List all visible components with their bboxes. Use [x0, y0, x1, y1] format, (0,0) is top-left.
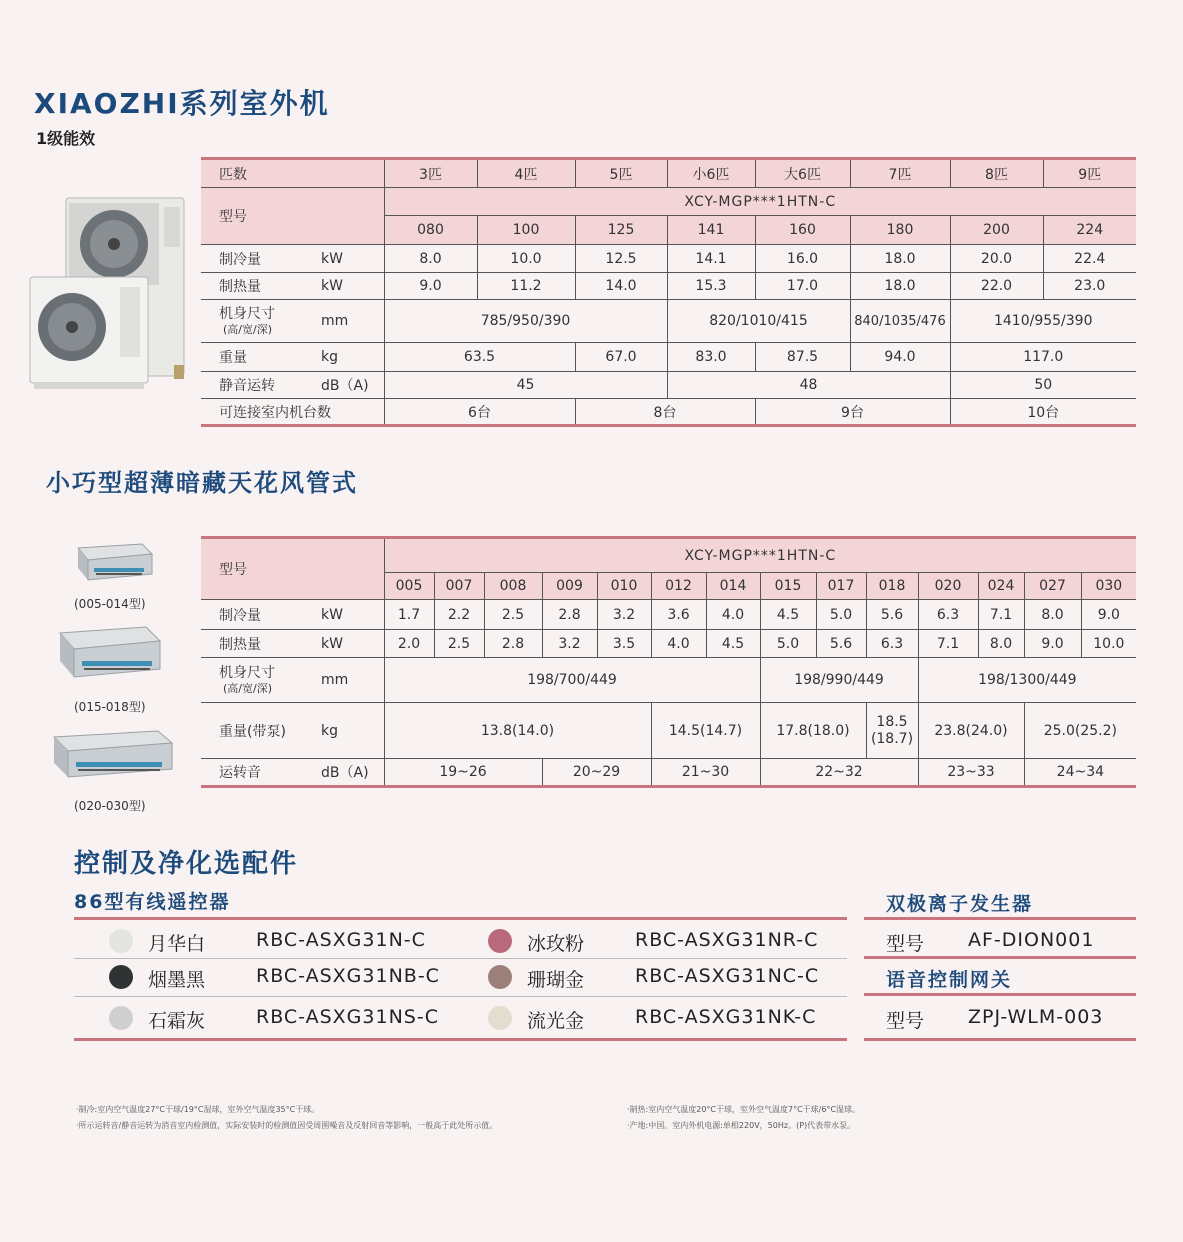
noise-value: 24~34 [1024, 759, 1136, 787]
controller-color-name: 珊瑚金 [527, 969, 585, 991]
noise-label: 静音运转 [201, 372, 311, 399]
size-value: 840/1035/476 [850, 300, 950, 343]
heating-value: 2.5 [434, 630, 484, 658]
hp-cell: 8匹 [950, 159, 1043, 188]
model-code: 008 [484, 573, 542, 600]
color-swatch [488, 965, 512, 989]
cooling-value: 7.1 [978, 600, 1024, 630]
size-value: 198/990/449 [760, 658, 918, 703]
hp-cell: 大6匹 [755, 159, 850, 188]
cooling-value: 3.6 [651, 600, 706, 630]
hp-cell: 7匹 [850, 159, 950, 188]
weight-value: 14.5(14.7) [651, 703, 760, 759]
ion-generator-title: 双极离子发生器 [886, 893, 1034, 915]
model-code: 200 [950, 216, 1043, 245]
divider [74, 917, 847, 920]
heating-value: 5.6 [816, 630, 866, 658]
model-code: 180 [850, 216, 950, 245]
heating-value: 14.0 [575, 273, 667, 300]
duct-caption: (020-030型) [74, 799, 146, 813]
model-code: 015 [760, 573, 816, 600]
model-label: 型号 [201, 538, 384, 600]
cooling-value: 18.0 [850, 245, 950, 273]
heating-value: 3.2 [542, 630, 597, 658]
cooling-value: 2.8 [542, 600, 597, 630]
noise-value: 19~26 [384, 759, 542, 787]
duct-unit-small-image [72, 540, 156, 588]
noise-value: 20~29 [542, 759, 651, 787]
voice-gateway-title: 语音控制网关 [886, 969, 1013, 991]
cooling-value: 14.1 [667, 245, 755, 273]
noise-value: 50 [950, 372, 1136, 399]
indoor-count-value: 8台 [575, 399, 755, 426]
section1-title: XIAOZHI系列室外机 [34, 87, 330, 120]
controller-model: RBC-ASXG31NR-C [635, 929, 819, 951]
cooling-label: 制冷量 [201, 600, 311, 630]
noise-label: 运转音 [201, 759, 311, 787]
weight-value-line: (18.7) [870, 730, 914, 747]
controller-color-name: 烟墨黑 [148, 969, 206, 991]
gateway-model-label: 型号 [886, 1010, 925, 1032]
heating-value: 18.0 [850, 273, 950, 300]
heating-value: 2.0 [384, 630, 434, 658]
gateway-model: ZPJ-WLM-003 [968, 1006, 1104, 1028]
model-label: 型号 [201, 188, 384, 245]
section2-title: 小巧型超薄暗藏天花风管式 [46, 469, 358, 497]
heating-value: 4.5 [706, 630, 760, 658]
unit-kw: kW [311, 600, 384, 630]
section3-title: 控制及净化选配件 [74, 849, 299, 879]
hp-cell: 5匹 [575, 159, 667, 188]
model-code: 125 [575, 216, 667, 245]
weight-value: 23.8(24.0) [918, 703, 1024, 759]
weight-label: 重量 [201, 343, 311, 372]
heating-value: 9.0 [384, 273, 477, 300]
hp-cell: 9匹 [1043, 159, 1136, 188]
controller-model: RBC-ASXG31NK-C [635, 1006, 817, 1028]
outdoor-unit-image [24, 195, 194, 400]
controller-model: RBC-ASXG31NC-C [635, 965, 820, 987]
indoor-spec-table [201, 536, 1136, 788]
cooling-value: 16.0 [755, 245, 850, 273]
footnote: ·所示运转音/静音运转为消音室内检测值，实际安装时的检测值因受周围噪音及反射回音等影响，一般高于此处所示值。 [76, 1121, 498, 1130]
model-code: 010 [597, 573, 651, 600]
divider [864, 956, 1136, 959]
unit-kw: kW [311, 630, 384, 658]
cooling-value: 9.0 [1081, 600, 1136, 630]
unit-mm: mm [311, 658, 384, 703]
heating-value: 7.1 [918, 630, 978, 658]
cooling-value: 4.0 [706, 600, 760, 630]
controller-color-name: 月华白 [148, 933, 206, 955]
controller-color-name: 石霜灰 [148, 1010, 206, 1032]
hp-cell: 4匹 [477, 159, 575, 188]
divider [864, 1038, 1136, 1041]
divider [864, 917, 1136, 920]
size-label-main: 机身尺寸 [219, 664, 275, 681]
duct-unit-medium-image [54, 623, 166, 695]
size-label-main: 机身尺寸 [219, 305, 275, 322]
noise-value: 21~30 [651, 759, 760, 787]
model-code: 100 [477, 216, 575, 245]
heating-value: 2.8 [484, 630, 542, 658]
indoor-count-value: 9台 [755, 399, 950, 426]
heating-value: 15.3 [667, 273, 755, 300]
cooling-value: 1.7 [384, 600, 434, 630]
weight-label: 重量(带泵) [201, 703, 311, 759]
model-code: 012 [651, 573, 706, 600]
controller-model: RBC-ASXG31N-C [256, 929, 426, 951]
cooling-value: 12.5 [575, 245, 667, 273]
size-value: 820/1010/415 [667, 300, 850, 343]
size-value: 785/950/390 [384, 300, 667, 343]
unit-kg: kg [311, 343, 384, 372]
cooling-value: 8.0 [1024, 600, 1081, 630]
heating-value: 5.0 [760, 630, 816, 658]
cooling-label: 制冷量 [201, 245, 311, 273]
model-code: 007 [434, 573, 484, 600]
divider [74, 996, 847, 997]
heating-value: 4.0 [651, 630, 706, 658]
footnote: ·产地:中国。室内外机电源:单相220V，50Hz。(P)代表带水泵。 [627, 1121, 856, 1130]
cooling-value: 3.2 [597, 600, 651, 630]
ion-model-label: 型号 [886, 933, 925, 955]
model-code: 014 [706, 573, 760, 600]
heating-value: 9.0 [1024, 630, 1081, 658]
controller-model: RBC-ASXG31NB-C [256, 965, 440, 987]
color-swatch [488, 929, 512, 953]
weight-value: 63.5 [384, 343, 575, 372]
outdoor-spec-table [201, 157, 1136, 427]
color-swatch [109, 1006, 133, 1030]
size-label-sub: (高/宽/深) [223, 322, 272, 336]
unit-db: dB（A) [311, 372, 384, 399]
weight-value: 94.0 [850, 343, 950, 372]
energy-grade: 1级能效 [36, 129, 96, 148]
cooling-value: 22.4 [1043, 245, 1136, 273]
size-value: 1410/955/390 [950, 300, 1136, 343]
heating-value: 17.0 [755, 273, 850, 300]
noise-value: 22~32 [760, 759, 918, 787]
ion-model: AF-DION001 [968, 929, 1095, 951]
color-swatch [109, 929, 133, 953]
controller-color-name: 流光金 [527, 1010, 585, 1032]
weight-value: 117.0 [950, 343, 1136, 372]
unit-db: dB（A) [311, 759, 384, 787]
duct-unit-large-image [48, 727, 178, 795]
size-value: 198/1300/449 [918, 658, 1136, 703]
heating-value: 22.0 [950, 273, 1043, 300]
cooling-value: 2.2 [434, 600, 484, 630]
cooling-value: 6.3 [918, 600, 978, 630]
series-name: XCY-MGP***1HTN-C [384, 188, 1136, 216]
heating-value: 11.2 [477, 273, 575, 300]
cooling-value: 20.0 [950, 245, 1043, 273]
model-code: 027 [1024, 573, 1081, 600]
cooling-value: 10.0 [477, 245, 575, 273]
cooling-value: 2.5 [484, 600, 542, 630]
weight-value: 25.0(25.2) [1024, 703, 1136, 759]
size-label [201, 658, 311, 703]
heating-value: 3.5 [597, 630, 651, 658]
model-code: 030 [1081, 573, 1136, 600]
model-code: 009 [542, 573, 597, 600]
size-value: 198/700/449 [384, 658, 760, 703]
divider [74, 1038, 847, 1041]
heating-value: 10.0 [1081, 630, 1136, 658]
unit-kg: kg [311, 703, 384, 759]
cooling-value: 4.5 [760, 600, 816, 630]
hp-cell: 3匹 [384, 159, 477, 188]
model-code: 005 [384, 573, 434, 600]
indoor-count-label: 可连接室内机台数 [201, 399, 384, 426]
weight-value-line: 18.5 [876, 713, 908, 730]
model-code: 160 [755, 216, 850, 245]
model-code: 224 [1043, 216, 1136, 245]
model-code: 018 [866, 573, 918, 600]
duct-caption: (015-018型) [74, 700, 146, 714]
footnote: ·制冷:室内空气温度27°C干球/19°C湿球，室外空气温度35°C干球。 [76, 1105, 320, 1114]
controller-title: 86型有线遥控器 [74, 891, 231, 913]
color-swatch [109, 965, 133, 989]
size-label [201, 300, 311, 343]
footnote: ·制热:室内空气温度20°C干球，室外空气温度7°C干球/6°C湿球。 [627, 1105, 861, 1114]
unit-kw: kW [311, 245, 384, 273]
heating-value: 6.3 [866, 630, 918, 658]
controller-color-name: 冰玫粉 [527, 933, 585, 955]
weight-value: 83.0 [667, 343, 755, 372]
model-code: 017 [816, 573, 866, 600]
divider [74, 958, 847, 959]
cooling-value: 8.0 [384, 245, 477, 273]
cooling-value: 5.6 [866, 600, 918, 630]
indoor-count-value: 10台 [950, 399, 1136, 426]
weight-value: 17.8(18.0) [760, 703, 866, 759]
weight-value: 67.0 [575, 343, 667, 372]
size-label-sub: (高/宽/深) [223, 681, 272, 695]
controller-model: RBC-ASXG31NS-C [256, 1006, 439, 1028]
model-code: 020 [918, 573, 978, 600]
heating-label: 制热量 [201, 273, 311, 300]
hp-cell: 小6匹 [667, 159, 755, 188]
heating-label: 制热量 [201, 630, 311, 658]
noise-value: 48 [667, 372, 950, 399]
color-swatch [488, 1006, 512, 1030]
weight-value: 87.5 [755, 343, 850, 372]
indoor-count-value: 6台 [384, 399, 575, 426]
heating-value: 23.0 [1043, 273, 1136, 300]
weight-value: 13.8(14.0) [384, 703, 651, 759]
cooling-value: 5.0 [816, 600, 866, 630]
series-name: XCY-MGP***1HTN-C [384, 538, 1136, 573]
weight-value [866, 703, 918, 759]
duct-caption: (005-014型) [74, 597, 146, 611]
noise-value: 45 [384, 372, 667, 399]
unit-mm: mm [311, 300, 384, 343]
noise-value: 23~33 [918, 759, 1024, 787]
unit-kw: kW [311, 273, 384, 300]
model-code: 141 [667, 216, 755, 245]
divider [864, 993, 1136, 996]
hp-label: 匹数 [201, 159, 384, 188]
model-code: 080 [384, 216, 477, 245]
heating-value: 8.0 [978, 630, 1024, 658]
model-code: 024 [978, 573, 1024, 600]
